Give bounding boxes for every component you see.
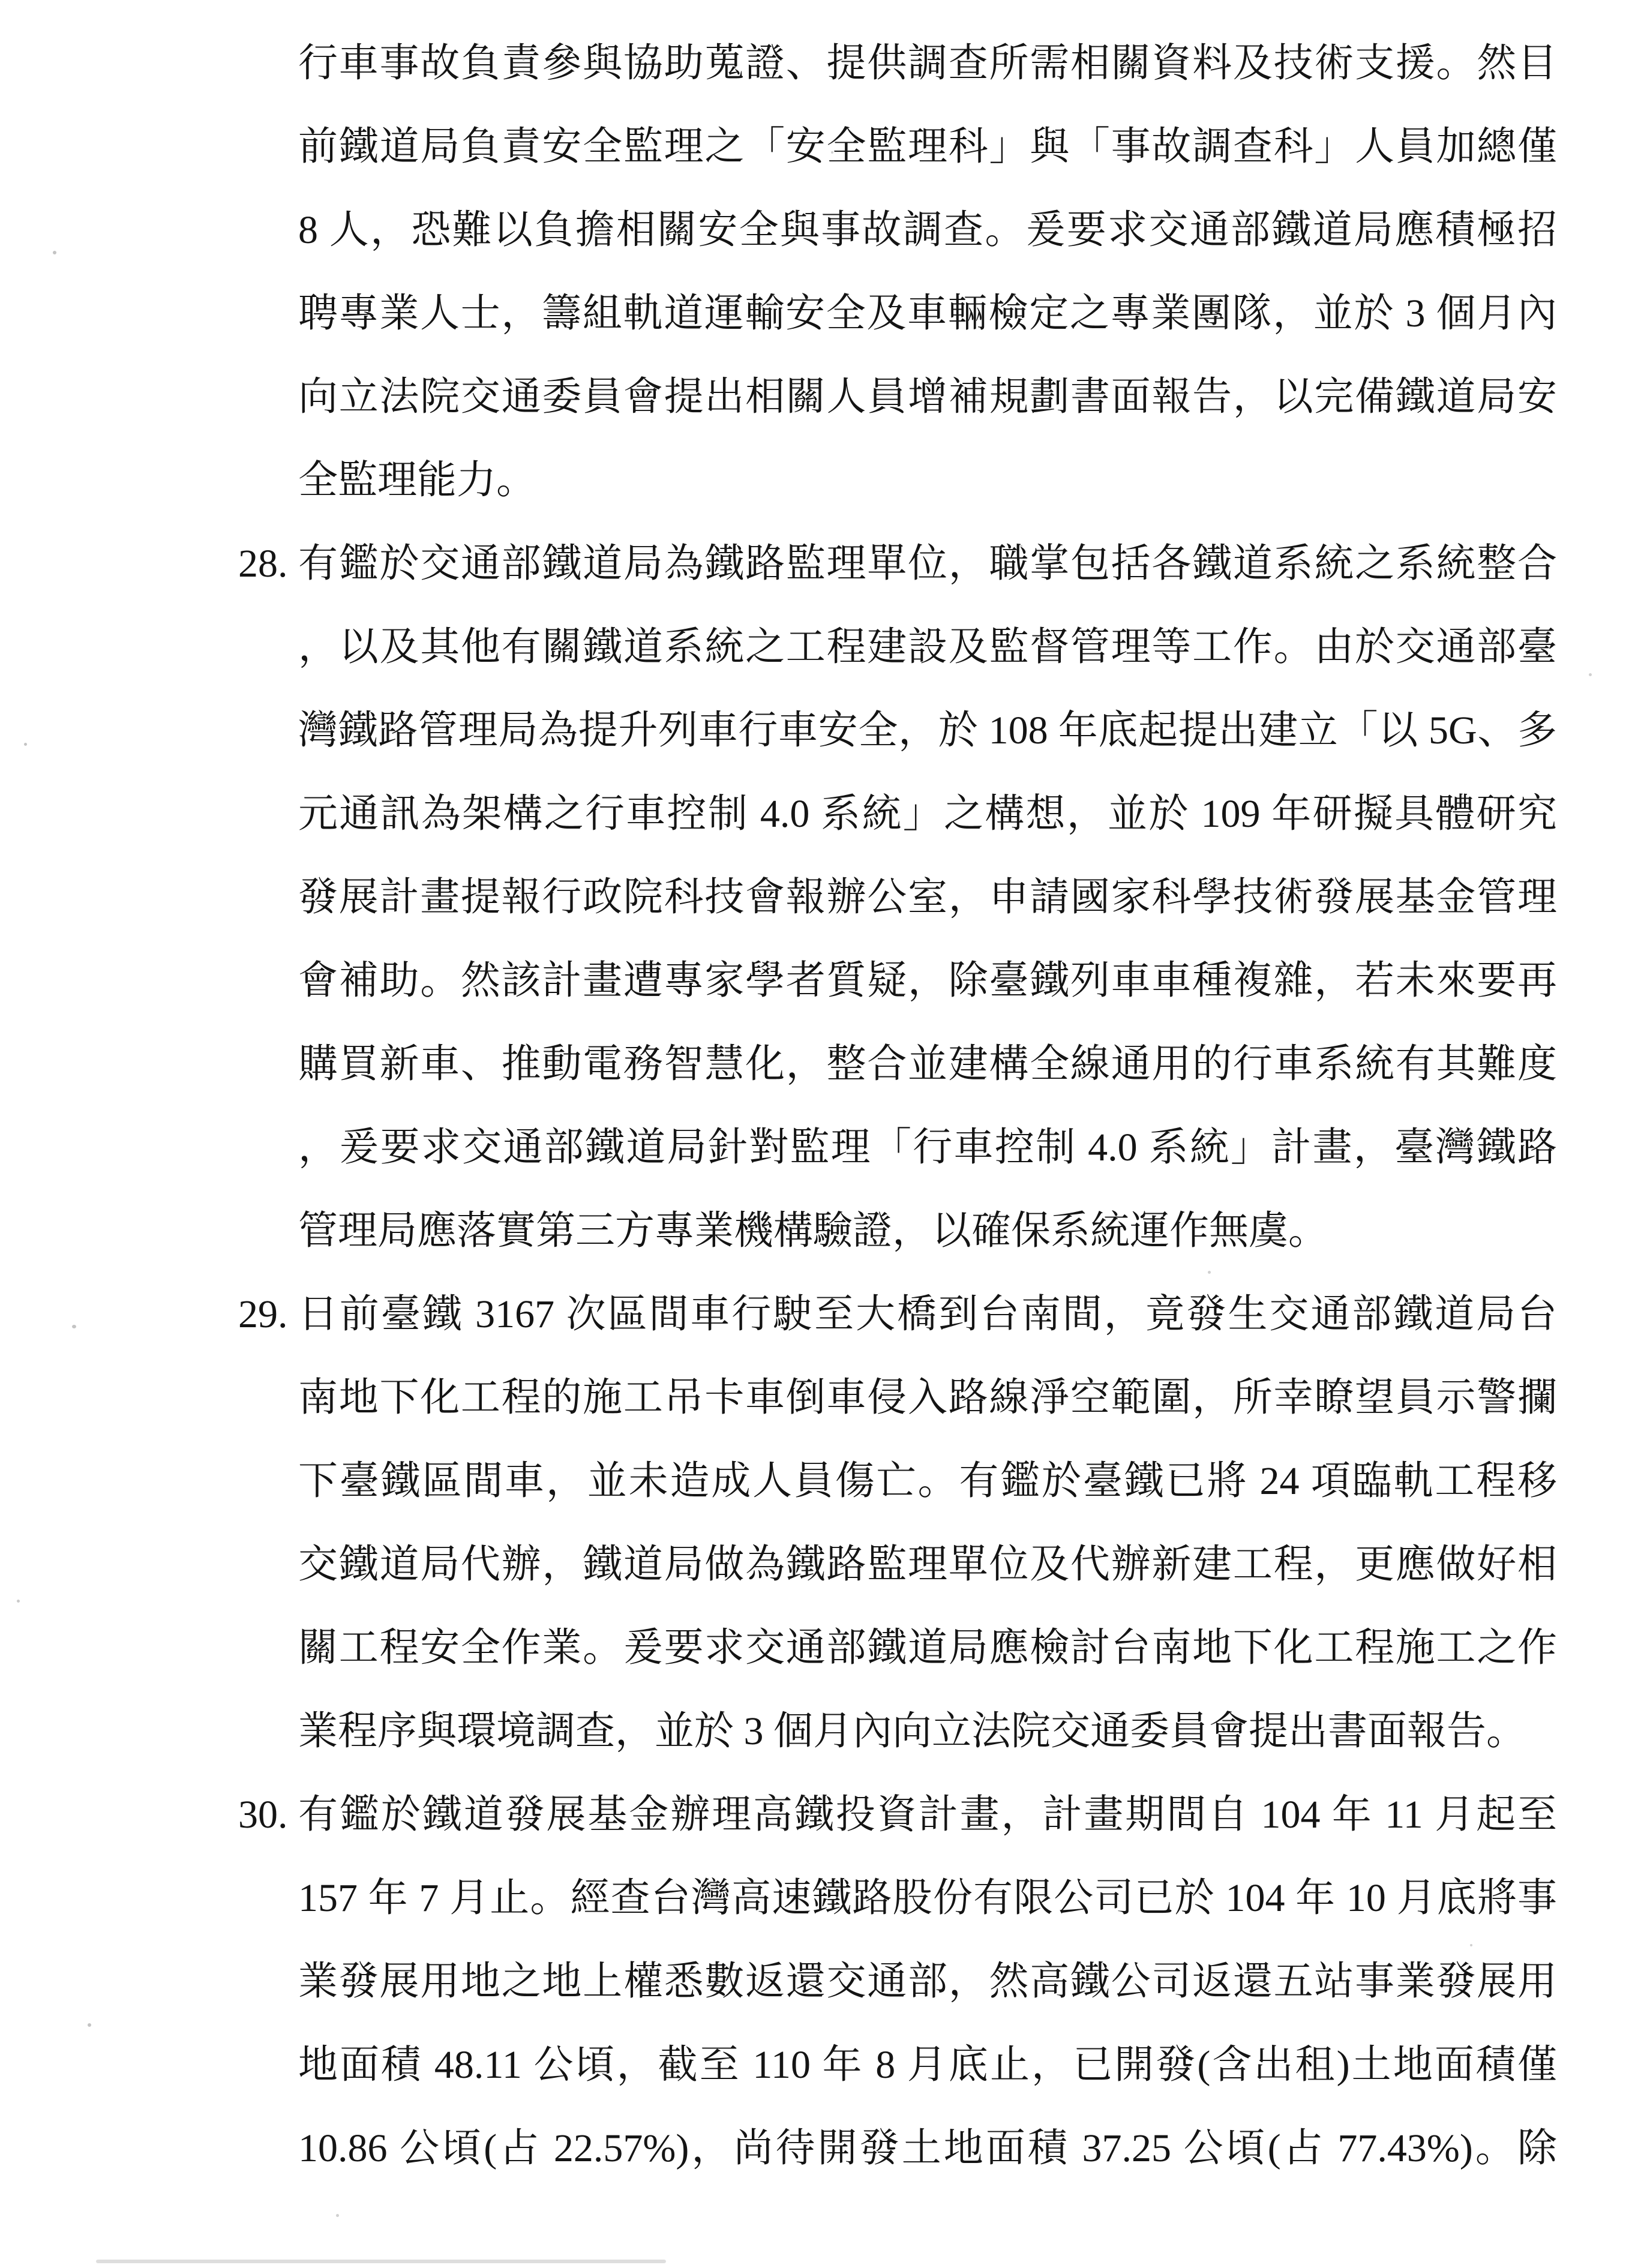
item-text: 有鑑於交通部鐵道局為鐵路監理單位，職掌包括各鐵道系統之系統整合: [298, 542, 1557, 586]
text-line: 下臺鐵區間車，並未造成人員傷亡。有鑑於臺鐵已將 24 項臨軌工程移: [298, 1459, 1557, 1503]
body-text: [238, 22, 1557, 2190]
text-line: 會補助。然該計畫遭專家學者質疑，除臺鐵列車車種複雜，若未來要再: [298, 959, 1557, 1003]
text-line: 關工程安全作業。爰要求交通部鐵道局應檢討台南地下化工程施工之作: [298, 1626, 1557, 1670]
text-line: ，以及其他有關鐵道系統之工程建設及監督管理等工作。由於交通部臺: [298, 625, 1557, 669]
text-line: 元通訊為架構之行車控制 4.0 系統」之構想，並於 109 年研擬具體研究: [298, 792, 1557, 836]
scan-speck: [53, 251, 56, 254]
text-line: 157 年 7 月止。經查台灣高速鐵路股份有限公司已於 104 年 10 月底將事: [298, 1876, 1557, 1920]
text-line: 全監理能力。: [298, 458, 536, 502]
item-number: 29.: [238, 1292, 288, 1336]
scan-speck: [336, 2214, 339, 2217]
scan-speck: [1020, 545, 1022, 547]
scan-speck: [831, 151, 833, 154]
text-line: 業發展用地之地上權悉數返還交通部，然高鐵公司返還五站事業發展用: [298, 1960, 1557, 2003]
scan-speck: [88, 2023, 91, 2027]
text-line: [238, 522, 1557, 605]
text-line: 交鐵道局代辦，鐵道局做為鐵路監理單位及代辦新建工程，更應做好相: [298, 1543, 1557, 1586]
text-line: 南地下化工程的施工吊卡車倒車侵入路線淨空範圍，所幸瞭望員示警攔: [298, 1376, 1557, 1420]
item-text: 日前臺鐵 3167 次區間車行駛至大橋到台南間，竟發生交通部鐵道局台: [298, 1292, 1557, 1336]
text-line: 聘專業人士，籌組軌道運輸安全及車輛檢定之專業團隊，並於 3 個月內: [298, 292, 1557, 335]
text-line: ，爰要求交通部鐵道局針對監理「行車控制 4.0 系統」計畫，臺灣鐵路: [298, 1126, 1557, 1169]
text-line: 前鐵道局負責安全監理之「安全監理科」與「事故調查科」人員加總僅: [298, 125, 1557, 169]
text-line: 行車事故負責參與協助蒐證、提供調查所需相關資料及技術支援。然目: [298, 41, 1557, 85]
text-line: 8 人，恐難以負擔相關安全與事故調查。爰要求交通部鐵道局應積極招: [298, 208, 1557, 252]
scan-speck: [17, 1600, 20, 1603]
scan-speck: [1208, 1271, 1211, 1274]
text-line: 業程序與環境調查，並於 3 個月內向立法院交通委員會提出書面報告。: [298, 1709, 1526, 1753]
text-line: 發展計畫提報行政院科技會報辦公室，申請國家科學技術發展基金管理: [298, 875, 1557, 919]
scan-speck: [72, 1325, 76, 1328]
text-line: 向立法院交通委員會提出相關人員增補規劃書面報告，以完備鐵道局安: [298, 375, 1557, 419]
text-line: 灣鐵路管理局為提升列車行車安全，於 108 年底起提出建立「以 5G、多: [298, 709, 1557, 752]
scan-speck: [1470, 1944, 1472, 1946]
scan-smear: [96, 2260, 666, 2263]
text-line: 地面積 48.11 公頃，截至 110 年 8 月底止，已開發(含出租)土地面積僅: [298, 2043, 1557, 2087]
text-line: 購買新車、推動電務智慧化，整合並建構全線通用的行車系統有其難度: [298, 1042, 1557, 1086]
scan-speck: [1589, 673, 1592, 676]
text-line: [238, 1773, 1557, 1856]
scan-speck: [24, 743, 27, 746]
item-text: 有鑑於鐵道發展基金辦理高鐵投資計畫，計畫期間自 104 年 11 月起至: [298, 1793, 1557, 1837]
text-line: 10.86 公頃(占 22.57%)，尚待開發土地面積 37.25 公頃(占 77.43%)。除: [298, 2126, 1557, 2170]
item-number: 30.: [238, 1793, 288, 1837]
scan-speck: [522, 58, 525, 61]
text-line: [238, 1273, 1557, 1356]
text-line: 管理局應落實第三方專業機構驗證，以確保系統運作無虞。: [298, 1209, 1328, 1253]
item-number: 28.: [238, 542, 288, 586]
